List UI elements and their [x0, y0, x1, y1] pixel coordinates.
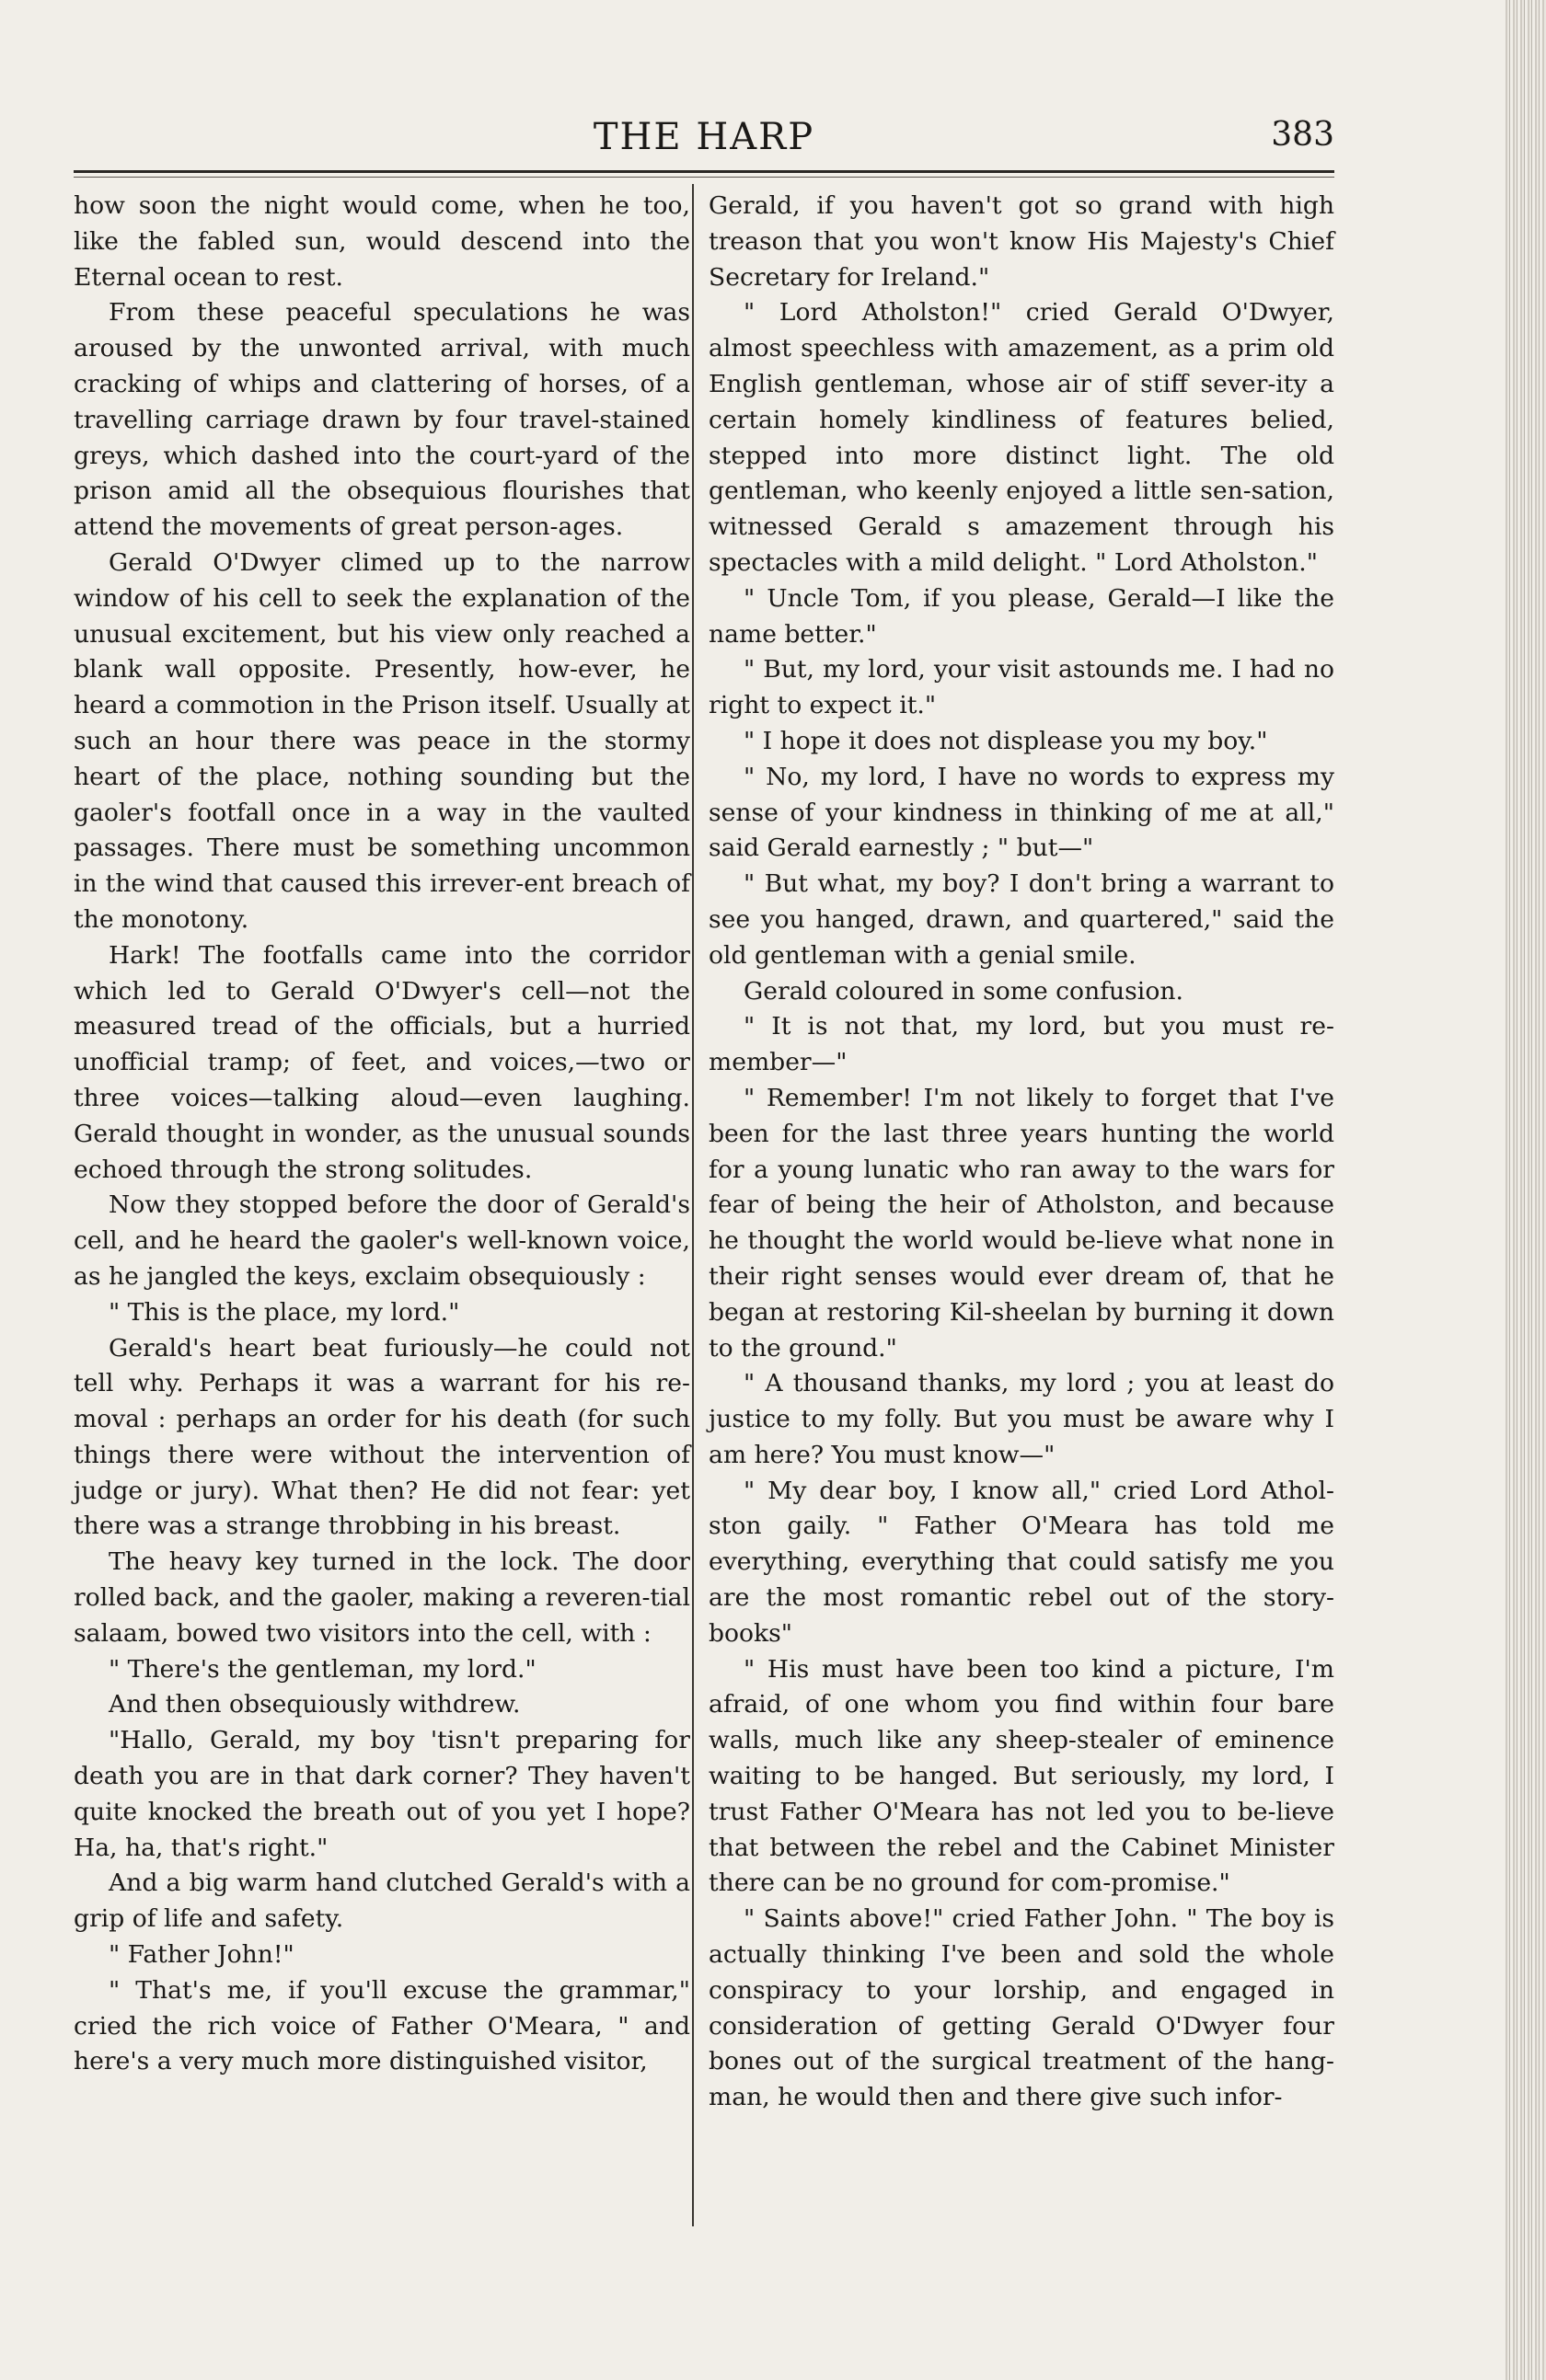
page-number: 383 [1271, 116, 1334, 154]
paragraph: And a big warm hand clutched Gerald's with a grip of life and safety. [74, 1868, 690, 1934]
paragraph: "Hallo, Gerald, my boy 'tisn't preparing for death you are in that dark corner? They haven't quite knocked the breath out of you yet I hope? Ha, ha, that's right." [74, 1726, 690, 1862]
paragraph: how soon the night would come, when he too, like the fabled sun, would descend into the Eternal ocean to rest. [74, 191, 690, 292]
paragraph: " Uncle Tom, if you please, Gerald—I like the name better." [709, 583, 1334, 649]
running-header [74, 109, 1334, 164]
paragraph: And then obsequiously withdrew. [109, 1690, 521, 1719]
paragraph: Gerald, if you haven't got so grand with high treason that you won't know His Majesty's Chief Secretary for Ireland." [709, 191, 1334, 292]
paragraph: " Saints above!" cried Father John. " The boy is actually thinking I've been and sold the whole conspiracy to your lorship, and engaged in consideration of getting Gerald O'Dwyer four bones out of the surgical treatment of the hang-man, he would then and there give such infor- [709, 1904, 1334, 2112]
paragraph: " This is the place, my lord." [109, 1297, 460, 1327]
header-rule [74, 170, 1334, 173]
header-rule-thin [74, 177, 1334, 178]
right-column [709, 189, 1334, 2116]
paragraph: " There's the gentleman, my lord." [109, 1654, 536, 1684]
paragraph: " Father John!" [109, 1940, 294, 1970]
binding-edge [1506, 0, 1546, 2380]
paragraph: Gerald's heart beat furiously—he could not tell why. Perhaps it was a warrant for his re-moval : perhaps an order for his death (for such things there were without the intervention of judge or jury). What then? He did not fear: yet there was a strange throbbing in his breast. [74, 1333, 690, 1541]
paragraph: From these peaceful speculations he was aroused by the unwonted arrival, with much cracking of whips and clattering of horses, of a travelling carriage drawn by four travel-stained greys, which dashed into the court-yard of the prison amid all the obsequious flourishes that attend the movements of great person-ages. [74, 298, 690, 542]
left-column [74, 189, 690, 2080]
paragraph: Hark! The footfalls came into the corridor which led to Gerald O'Dwyer's cell—not the measured tread of the officials, but a hurried unofficial tramp; of feet, and voices,—two or three voices—talking aloud—even laughing. Gerald thought in wonder, as the unusual sounds echoed through the strong solitudes. [74, 940, 690, 1184]
paragraph: " Remember! I'm not likely to forget that I've been for the last three years hunting the world for a young lunatic who ran away to the wars for fear of being the heir of Atholston, and because he thought the world would be-lieve what none in their right senses would ever dream of, that he began at restoring Kil-sheelan by burning it down to the ground." [709, 1083, 1334, 1362]
paragraph: " I hope it does not displease you my boy." [744, 726, 1268, 755]
paragraph: " It is not that, my lord, but you must re-member—" [709, 1012, 1334, 1077]
paragraph: " But, my lord, your visit astounds me. I had no right to expect it." [709, 655, 1334, 720]
paragraph: Gerald coloured in some confusion. [744, 976, 1183, 1006]
paragraph: " My dear boy, I know all," cried Lord Athol-ston gaily. " Father O'Meara has told me everything, everything that could satisfy me you are the most romantic rebel out of the story-books" [709, 1476, 1334, 1648]
paragraph: " A thousand thanks, my lord ; you at least do justice to my folly. But you must be aware why I am here? You must know—" [709, 1369, 1334, 1469]
paragraph: Gerald O'Dwyer climed up to the narrow window of his cell to seek the explanation of the unusual excitement, but his view only reached a blank wall opposite. Presently, how-ever, he heard a commotion in the Prison itself. Usually at such an hour there was peace in the stormy heart of the place, nothing sounding but the gaoler's footfall once in a way in the vaulted passages. There must be something uncommon in the wind that caused this irrever-ent breach of the monotony. [74, 547, 690, 934]
column-divider [692, 184, 694, 2226]
paragraph: " But what, my boy? I don't bring a warrant to see you hanged, drawn, and quartered," said the old gentleman with a genial smile. [709, 869, 1334, 970]
paragraph: " That's me, if you'll excuse the grammar," cried the rich voice of Father O'Meara, " and here's a very much more distinguished visitor, [74, 1975, 690, 2076]
paragraph: " No, my lord, I have no words to express my sense of your kindness in thinking of me at all," said Gerald earnestly ; " but—" [709, 762, 1334, 863]
paragraph: Now they stopped before the door of Gerald's cell, and he heard the gaoler's well-known voice, as he jangled the keys, exclaim obsequiously : [74, 1190, 690, 1291]
publication-title: THE HARP [593, 116, 815, 158]
paragraph: " His must have been too kind a picture, I'm afraid, of one whom you find within four bare walls, much like any sheep-stealer of eminence waiting to be hanged. But seriously, my lord, I trust Father O'Meara has not led you to be-lieve that between the rebel and the Cabinet Minister there can be no ground for com-promise." [709, 1654, 1334, 1898]
paragraph: The heavy key turned in the lock. The door rolled back, and the gaoler, making a reveren-tial salaam, bowed two visitors into the cell, with : [74, 1547, 690, 1648]
paragraph: " Lord Atholston!" cried Gerald O'Dwyer, almost speechless with amazement, as a prim old English gentleman, whose air of stiff sever-ity a certain homely kindliness of features belied, stepped into more distinct light. The old gentleman, who keenly enjoyed a little sen-sation, witnessed Gerald s amazement through his spectacles with a mild delight. " Lord Atholston." [709, 298, 1334, 577]
